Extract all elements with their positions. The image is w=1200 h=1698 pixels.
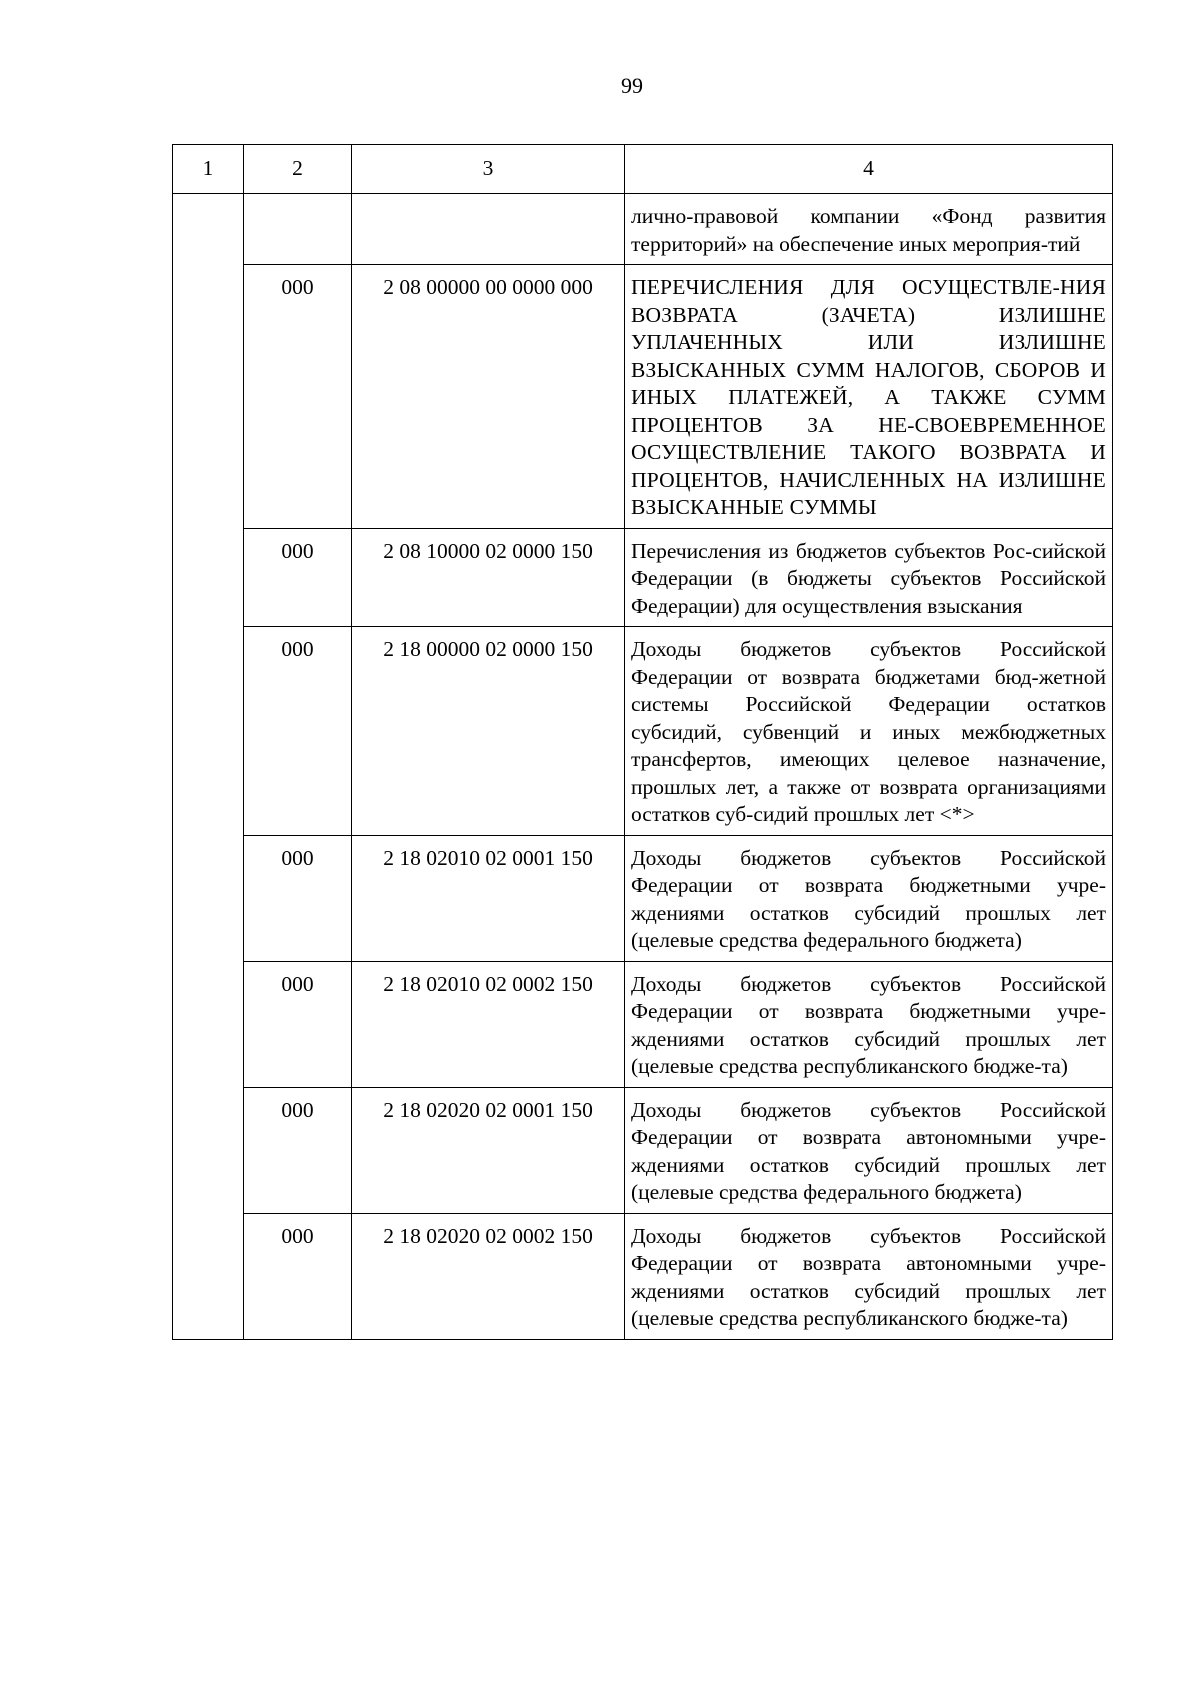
- header-row: [173, 145, 1113, 194]
- cell-admin-code: 000: [244, 961, 352, 1087]
- cell-admin-code: 000: [244, 1213, 352, 1339]
- cell-description: Доходы бюджетов субъектов Российской Федерации от возврата бюджетными учре-ждениями остатков субсидий прошлых лет (целевые средства республиканского бюдже-та): [625, 961, 1113, 1087]
- table-row: [173, 528, 1113, 627]
- cell-budget-code: 2 18 02020 02 0001 150: [352, 1087, 625, 1213]
- cell-budget-code: 2 18 02010 02 0001 150: [352, 835, 625, 961]
- table-row: [173, 835, 1113, 961]
- cell-description: Доходы бюджетов субъектов Российской Федерации от возврата бюджетами бюд-жетной системы Российской Федерации остатков субсидий, субвенций и иных межбюджетных трансфертов, имеющих целевое назначение, прошлых лет, а также от возврата организациями остатков суб-сидий прошлых лет <*>: [625, 627, 1113, 836]
- header-col-1: 1: [173, 145, 244, 194]
- cell-description: Доходы бюджетов субъектов Российской Федерации от возврата бюджетными учре-ждениями остатков субсидий прошлых лет (целевые средства федерального бюджета): [625, 835, 1113, 961]
- header-col-2: 2: [244, 145, 352, 194]
- cell-admin-code: 000: [244, 627, 352, 836]
- page-number: 99: [621, 73, 643, 98]
- table-row: [173, 265, 1113, 529]
- cell-budget-code: 2 08 10000 02 0000 150: [352, 528, 625, 627]
- cell-description: Доходы бюджетов субъектов Российской Федерации от возврата автономными учре-ждениями остатков субсидий прошлых лет (целевые средства республиканского бюдже-та): [625, 1213, 1113, 1339]
- cell-admin-code: 000: [244, 528, 352, 627]
- cell-admin-code: 000: [244, 1087, 352, 1213]
- cell-admin-code: 000: [244, 835, 352, 961]
- cell-description: Доходы бюджетов субъектов Российской Федерации от возврата автономными учре-ждениями остатков субсидий прошлых лет (целевые средства федерального бюджета): [625, 1087, 1113, 1213]
- table-body: [173, 194, 1113, 1340]
- cell-admin-code: [244, 194, 352, 265]
- cell-col-1: [173, 194, 244, 1340]
- cell-budget-code: 2 18 02020 02 0002 150: [352, 1213, 625, 1339]
- table-header: [173, 145, 1113, 194]
- table-row: [173, 961, 1113, 1087]
- cell-description: Перечисления из бюджетов субъектов Рос-сийской Федерации (в бюджеты субъектов Российской Федерации) для осуществления взыскания: [625, 528, 1113, 627]
- cell-admin-code: 000: [244, 265, 352, 529]
- table-row: [173, 1087, 1113, 1213]
- cell-budget-code: [352, 194, 625, 265]
- cell-budget-code: 2 18 02010 02 0002 150: [352, 961, 625, 1087]
- header-col-4: 4: [625, 145, 1113, 194]
- cell-description: ПЕРЕЧИСЛЕНИЯ ДЛЯ ОСУЩЕСТВЛЕ-НИЯ ВОЗВРАТА (ЗАЧЕТА) ИЗЛИШНЕ УПЛАЧЕННЫХ ИЛИ ИЗЛИШНЕ ВЗЫСКАННЫХ СУММ НАЛОГОВ, СБОРОВ И ИНЫХ ПЛАТЕЖЕЙ, А ТАКЖЕ СУММ ПРОЦЕНТОВ ЗА НЕ-СВОЕВРЕМЕННОЕ ОСУЩЕСТВЛЕНИЕ ТАКОГО ВОЗВРАТА И ПРОЦЕНТОВ, НАЧИСЛЕННЫХ НА ИЗЛИШНЕ ВЗЫСКАННЫЕ СУММЫ: [625, 265, 1113, 529]
- cell-budget-code: 2 18 00000 02 0000 150: [352, 627, 625, 836]
- cell-budget-code: 2 08 00000 00 0000 000: [352, 265, 625, 529]
- header-col-3: 3: [352, 145, 625, 194]
- budget-codes-table: [172, 144, 1113, 1340]
- table-row: [173, 1213, 1113, 1339]
- table-row: [173, 627, 1113, 836]
- cell-description: лично-правовой компании «Фонд развития территорий» на обеспечение иных мероприя-тий: [625, 194, 1113, 265]
- table-row: [173, 194, 1113, 265]
